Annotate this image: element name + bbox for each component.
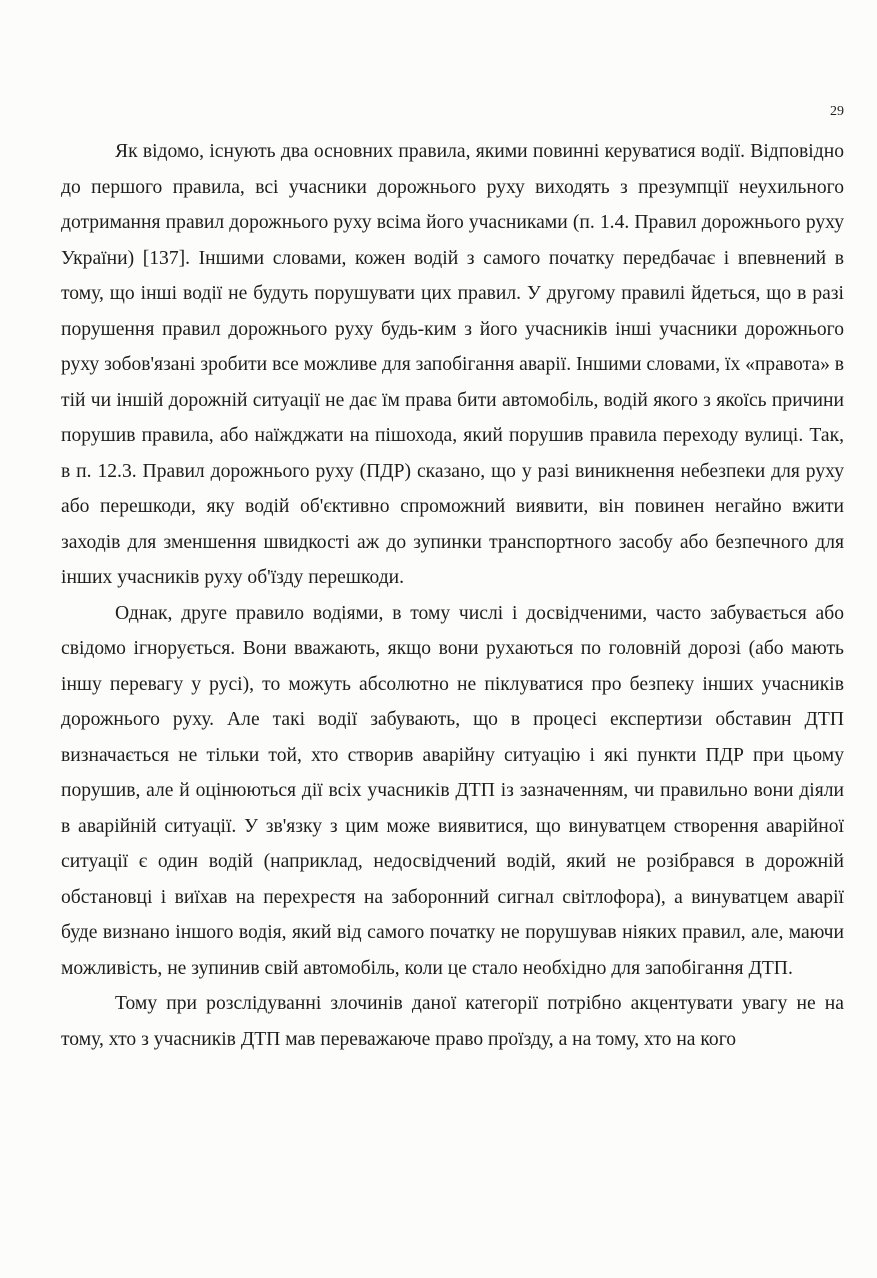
paragraph: Тому при розслідуванні злочинів даної категорії потрібно акцентувати увагу не на тому, хто з учасників ДТП мав переважаюче право проїзду, а на тому, хто на кого <box>61 993 844 1050</box>
body-text <box>61 134 844 1057</box>
paragraph: Як відомо, існують два основних правила, якими повинні керуватися водії. Відповідно до першого правила, всі учасники дорожнього руху виходять з презумпції неухильного дотримання правил дорожнього руху всіма його учасниками (п. 1.4. Правил дорожнього руху України) [137]. Іншими словами, кожен водій з самого початку передбачає і впевнений в тому, що інші водії не будуть порушувати цих правил. У другому правилі йдеться, що в разі порушення правил дорожнього руху будь-ким з його учасників інші учасники дорожнього руху зобов'язані зробити все можливе для запобігання аварії. Іншими словами, їх «правота» в тій чи іншій дорожній ситуації не дає їм права бити автомобіль, водій якого з якоїсь причини порушив правила, або наїжджати на пішохода, який порушив правила переходу вулиці. Так, в п. 12.3. Правил дорожнього руху (ПДР) сказано, що у разі виникнення небезпеки для руху або перешкоди, яку водій об'єктивно спроможний виявити, він повинен негайно вжити заходів для зменшення швидкості аж до зупинки транспортного засобу або безпечного для інших учасників руху об'їзду перешкоди. <box>61 141 845 588</box>
paragraph: Однак, друге правило водіями, в тому числі і досвідченими, часто забувається або свідомо ігнорується. Вони вважають, якщо вони рухаються по головній дорозі (або мають іншу перевагу у русі), то можуть абсолютно не піклуватися про безпеку інших учасників дорожнього руху. Але такі водії забувають, що в процесі експертизи обставин ДТП визначається не тільки той, хто створив аварійну ситуацію і які пункти ПДР при цьому порушив, але й оцінюються дії всіх учасників ДТП із зазначенням, чи правильно вони діяли в аварійній ситуації. У зв'язку з цим може виявитися, що винуватцем створення аварійної ситуації є один водій (наприклад, недосвідчений водій, який не розібрався в дорожній обстановці і виїхав на перехрестя на заборонний сигнал світлофора), а винуватцем аварії буде визнано іншого водія, який від самого початку не порушував ніяких правил, але, маючи можливість, не зупинив свій автомобіль, коли це стало необхідно для запобігання ДТП. <box>61 602 844 979</box>
page-number: 29 <box>830 104 844 119</box>
